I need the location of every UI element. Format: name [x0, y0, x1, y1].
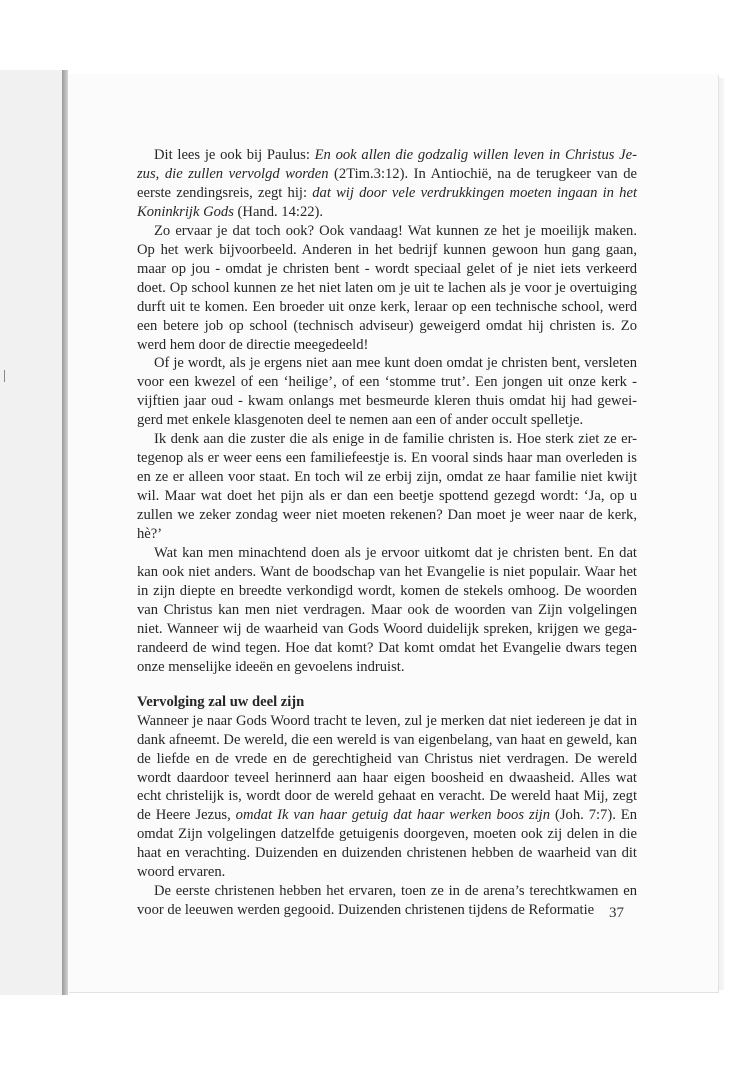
facing-page-edge	[0, 70, 62, 995]
paragraph	[137, 222, 637, 355]
paragraphs-bottom	[137, 712, 637, 920]
text-run: Wanneer je naar Gods Woord tracht te leven, zul je merken dat niet iedereen je dat in dank afneemt. De wereld, die een wereld is van eigenbelang, van haat en geweld, kan de liefde en de vrede en de gerechtigheid van Christus niet verdragen. De wereld wordt daardoor teveel herinnerd aan haar eigen boosheid en dwaasheid. Alles wat echt christelijk is, wordt door de wereld gehaat en veracht. De wereld haat Mij, zegt de Heere Jezus,	[137, 712, 637, 824]
paragraph	[137, 712, 637, 883]
text-run: (Hand. 14:22).	[233, 203, 324, 220]
paragraphs-top	[137, 146, 637, 677]
text-run: De eerste christenen hebben het ervaren, toen ze in de arena’s terechtkwamen en voor de leeuwen werden gegooid. Duizenden christenen tijdens de Reformatie	[137, 883, 637, 919]
paragraph	[137, 882, 637, 920]
text-run: Dit lees je ook bij Paulus:	[154, 147, 315, 163]
page-number: 37	[609, 905, 624, 921]
page-body-text	[137, 146, 637, 920]
paragraph	[137, 146, 637, 222]
paragraph	[137, 354, 637, 430]
italic-quote: dat wij door vele verdrukkingen moeten ingaan in het Koninkrijk Gods	[137, 184, 638, 220]
text-run: Of je wordt, als je ergens niet aan mee kunt doen omdat je christen bent, versleten voor een kwezel of een ‘heilige’, of een ‘stomme trut’. Een jongen uit onze kerk - vijftien jaar oud - kwam onlangs met besmeurde kleren thuis omdat hij had gewei-gerd met enkele klasgenoten deel te nemen aan een of ander occult spelletje.	[137, 355, 637, 429]
text-run: (2Tim.3:12). In Antiochië, na de terugkeer van de eerste zendingsreis, zegt hij:	[137, 165, 638, 201]
italic-quote: omdat Ik van haar getuig dat haar werken boos zijn	[235, 807, 551, 824]
margin-mark	[4, 370, 5, 382]
italic-quote: En ook allen die godzalig willen leven in Christus Je-zus, die zullen vervolgd worden	[137, 147, 637, 182]
text-run: (Joh. 7:7). En omdat Zijn volgelingen datzelfde getuigenis doorgeven, moeten ook zij delen in die haat en verachting. Duizenden en duizenden christenen hebben de waarheid van dit woord ervaren.	[137, 807, 637, 881]
paragraph	[137, 430, 637, 544]
text-run: Ik denk aan die zuster die als enige in de familie christen is. Hoe sterk ziet ze er-tegenop als er weer eens een familiefeestje is. En vooral sinds haar man overleden is en ze er alleen voor staat. En toch wil ze erbij zijn, omdat ze haar familie niet kwijt wil. Maar wat doet het pijn als er dan een beetje spottend gezegd wordt: ‘Ja, op u zullen we zeker zondag weer niet moeten rekenen? Dan moet je weer naar de kerk, hè?’	[137, 431, 637, 543]
text-run: Wat kan men minachtend doen als je ervoor uitkomt dat je christen bent. En dat kan ook niet anders. Want de boodschap van het Evangelie is niet populair. Waar het in zijn diepte en breedte verkondigd wordt, komen de stekels omhoog. De woorden van Christus kan men niet verdragen. Maar ook de woorden van Zijn volgelingen niet. Wanneer wij de waarheid van Gods Woord duidelijk spreken, krijgen we gega-randeerd de wind tegen. Hoe dat komt? Dat komt omdat het Evangelie dwars tegen onze menselijke ideeën en gevoelens indruist.	[137, 545, 637, 675]
paragraph	[137, 544, 637, 677]
text-run: Zo ervaar je dat toch ook? Ook vandaag! Wat kunnen ze het je moeilijk maken. Op het werk bijvoorbeeld. Anderen in het bedrijf kunnen gewoon hun gang gaan, maar op jou - omdat je christen bent - wordt speciaal gelet of je niet iets verkeerd doet. Op school kunnen ze het niet laten om je uit te lachen als je voor je overtuiging durft uit te komen. Een broeder uit onze kerk, leraar op een technische school, werd een betere job op school (technisch adviseur) geweigerd omdat hij christen is. Zo werd hem door de directie meegedeeld!	[137, 222, 637, 353]
section-heading: Vervolging zal uw deel zijn	[137, 693, 305, 710]
